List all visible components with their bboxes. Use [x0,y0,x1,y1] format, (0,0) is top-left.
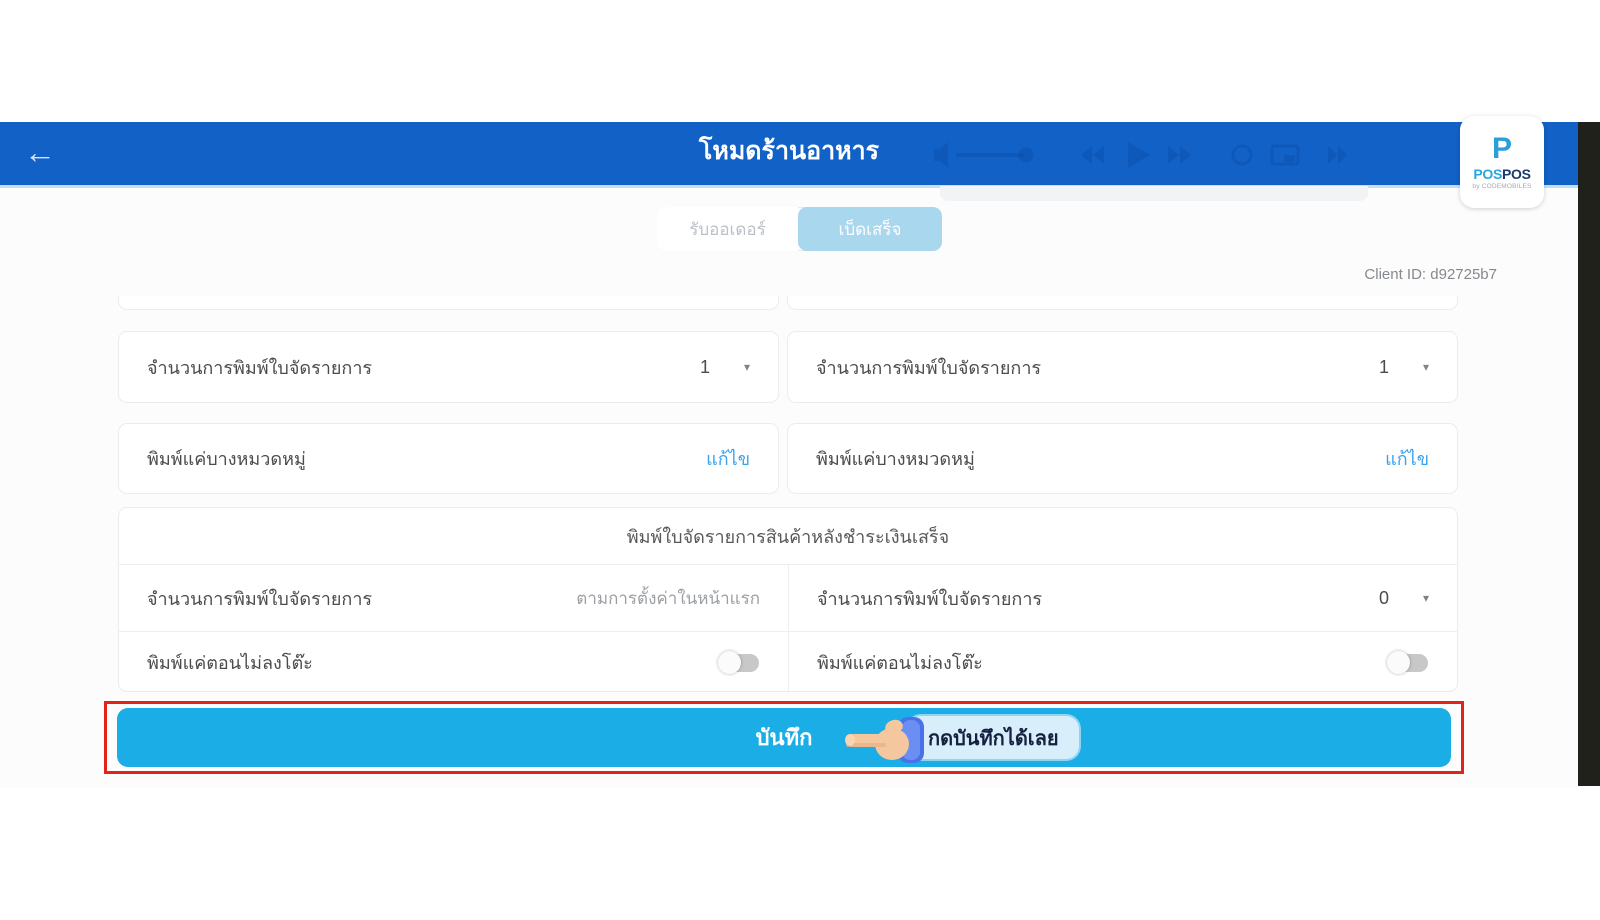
ghost-player-bar [940,186,1368,201]
screen-edge-strip [1578,122,1600,786]
next-chevrons-icon [1328,146,1347,164]
pospos-logo-name [1473,166,1530,183]
save-button[interactable]: บันทึก [117,708,1451,767]
print-count-dropdown-right[interactable] [1379,357,1429,378]
loop-icon [1233,146,1251,164]
print-count-label: จำนวนการพิมพ์ใบจัดรายการ [816,357,1042,378]
after-payment-dropdown-right[interactable] [1379,588,1429,609]
print-count-label: จำนวนการพิมพ์ใบจัดรายการ [147,357,373,378]
dropdown-value: 0 [1378,587,1389,608]
after-payment-count-left [119,565,788,631]
print-count-label: จำนวนการพิมพ์ใบจัดรายการ [147,588,373,609]
no-table-right [788,632,1457,692]
print-count-dropdown-left[interactable] [700,357,750,378]
after-payment-header: พิมพ์ใบจัดรายการสินค้าหลังชำระเงินเสร็จ [119,508,1457,565]
rewind-icon [1081,146,1104,164]
back-arrow-icon[interactable]: ← [24,133,56,170]
chevron-down-icon: ▾ [1422,360,1429,374]
partial-card-left [118,296,779,310]
no-table-label: พิมพ์แค่ตอนไม่ลงโต๊ะ [817,652,983,673]
pospos-logo [1460,116,1544,208]
category-label: พิมพ์แค่บางหมวดหมู่ [147,449,306,469]
pip-icon [1272,146,1298,164]
no-table-label: พิมพ์แค่ตอนไม่ลงโต๊ะ [147,652,313,673]
tab-group [657,207,942,251]
after-payment-section [118,507,1458,692]
play-icon [1128,142,1150,168]
volume-icon [934,142,1034,168]
logo-byline: by CODEMOBILES [1472,182,1532,190]
chevron-down-icon: ▾ [1422,591,1429,605]
after-payment-count-row [119,565,1457,632]
chevron-down-icon: ▾ [743,360,750,374]
after-payment-count-right [788,565,1457,631]
toggle-no-table-left[interactable] [718,651,760,674]
after-payment-left-value: ตามการตั้งค่าในหน้าแรก [576,588,760,608]
no-table-left [119,632,788,692]
setting-row-category-left [118,423,779,494]
setting-row-category-right [787,423,1458,494]
pointing-hand-icon [840,704,926,774]
setting-row-print-count-left [118,331,779,403]
partial-card-right [787,296,1458,310]
save-tooltip: กดบันทึกได้เลย [908,716,1079,759]
tab-complete[interactable]: เบ็ดเสร็จ [798,207,942,251]
category-label: พิมพ์แค่บางหมวดหมู่ [816,449,975,469]
toggle-no-table-right[interactable] [1387,651,1429,674]
toggle-knob [1387,651,1410,674]
toggle-knob [718,651,741,674]
no-table-row [119,632,1457,692]
ghost-media-controls [920,133,1380,177]
dropdown-value: 1 [1378,356,1389,377]
page-title: โหมดร้านอาหาร [698,137,880,165]
dropdown-value: 1 [699,356,710,377]
logo-pos-right: POS [1502,166,1531,183]
tab-take-order[interactable]: รับออเดอร์ [657,207,798,251]
client-id-label: Client ID: d92725b7 [1364,266,1497,283]
print-count-label: จำนวนการพิมพ์ใบจัดรายการ [817,588,1043,609]
pospos-logo-mark: P [1491,132,1512,166]
fast-forward-icon [1168,146,1191,164]
edit-link-right[interactable]: แก้ไข [1385,449,1429,469]
logo-pos-left: POS [1473,166,1502,183]
edit-link-left[interactable]: แก้ไข [706,449,750,469]
setting-row-print-count-right [787,331,1458,403]
